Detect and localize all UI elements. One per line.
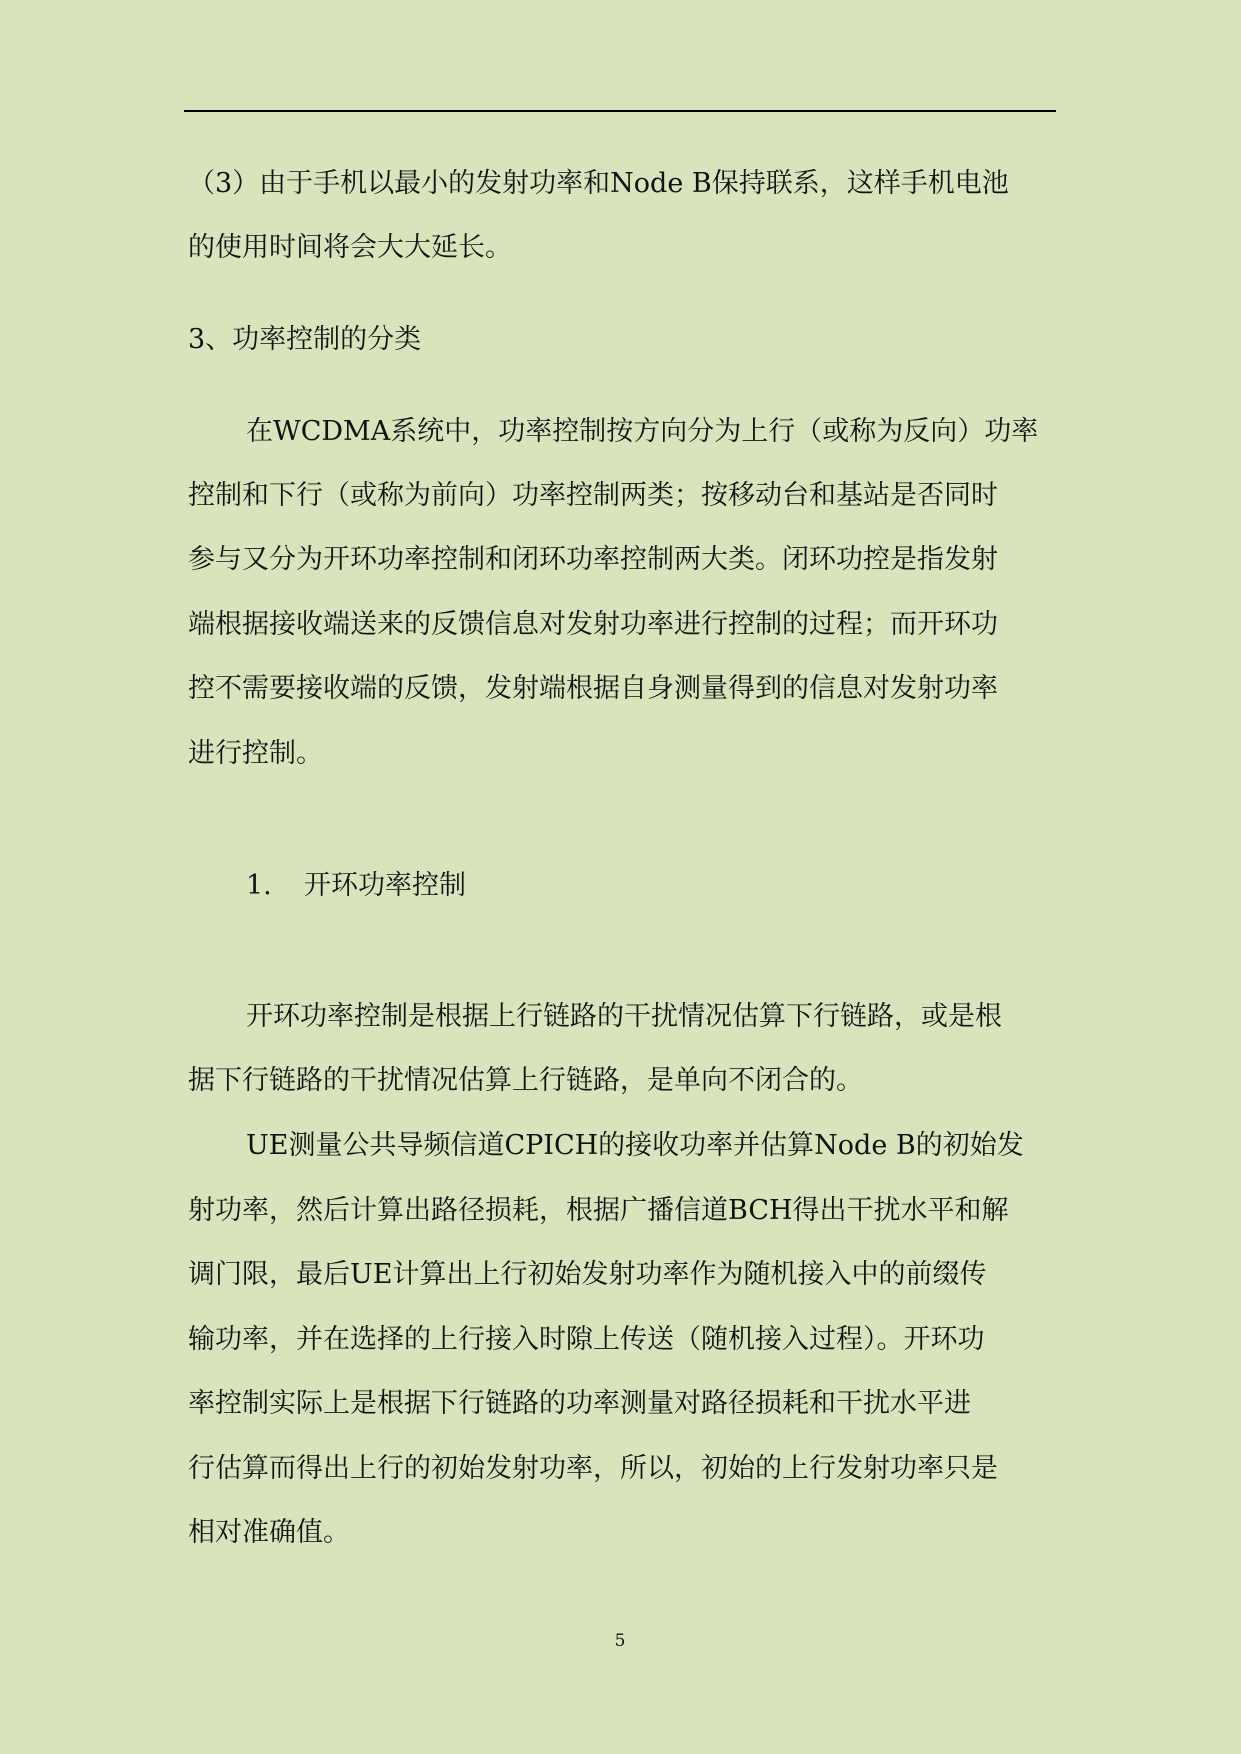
paragraph-effect-line-2: 的使用时间将会大大延长。 [188,232,512,263]
paragraph-open-loop-line-2: 据下行链路的干扰情况估算上行链路，是单向不闭合的。 [188,1065,863,1096]
paragraph-open-loop-line-1: 开环功率控制是根据上行链路的干扰情况估算下行链路，或是根 [246,1001,1002,1032]
paragraph-classification-line-3: 参与又分为开环功率控制和闭环功率控制两大类。闭环功控是指发射 [188,544,998,575]
paragraph-ue-line-7: 相对准确值。 [188,1517,350,1548]
paragraph-ue-line-2: 射功率，然后计算出路径损耗，根据广播信道BCH得出干扰水平和解 [188,1195,1009,1226]
paragraph-ue-line-6: 行估算而得出上行的初始发射功率，所以，初始的上行发射功率只是 [188,1453,998,1484]
list-item-number: 1. [246,870,272,901]
paragraph-ue-line-5: 率控制实际上是根据下行链路的功率测量对路径损耗和干扰水平进 [188,1388,971,1419]
paragraph-classification-line-4: 端根据接收端送来的反馈信息对发射功率进行控制的过程；而开环功 [188,609,998,640]
paragraph-ue-line-1: UE测量公共导频信道CPICH的接收功率并估算Node B的初始发 [246,1130,1024,1161]
paragraph-classification-line-1: 在WCDMA系统中，功率控制按方向分为上行（或称为反向）功率 [246,416,1039,447]
paragraph-classification-line-5: 控不需要接收端的反馈，发射端根据自身测量得到的信息对发射功率 [188,673,998,704]
page-number: 5 [614,1631,626,1651]
paragraph-effect-line-1: （3）由于手机以最小的发射功率和Node B保持联系，这样手机电池 [188,168,1009,199]
paragraph-ue-line-3: 调门限，最后UE计算出上行初始发射功率作为随机接入中的前缀传 [188,1259,987,1290]
paragraph-classification-line-6: 进行控制。 [188,738,323,769]
section-heading: 3、功率控制的分类 [188,324,422,355]
header-rule [184,110,1056,112]
list-item-title: 开环功率控制 [304,870,466,901]
paragraph-classification-line-2: 控制和下行（或称为前向）功率控制两类；按移动台和基站是否同时 [188,480,998,511]
paragraph-ue-line-4: 输功率，并在选择的上行接入时隙上传送（随机接入过程）。开环功 [188,1324,985,1355]
